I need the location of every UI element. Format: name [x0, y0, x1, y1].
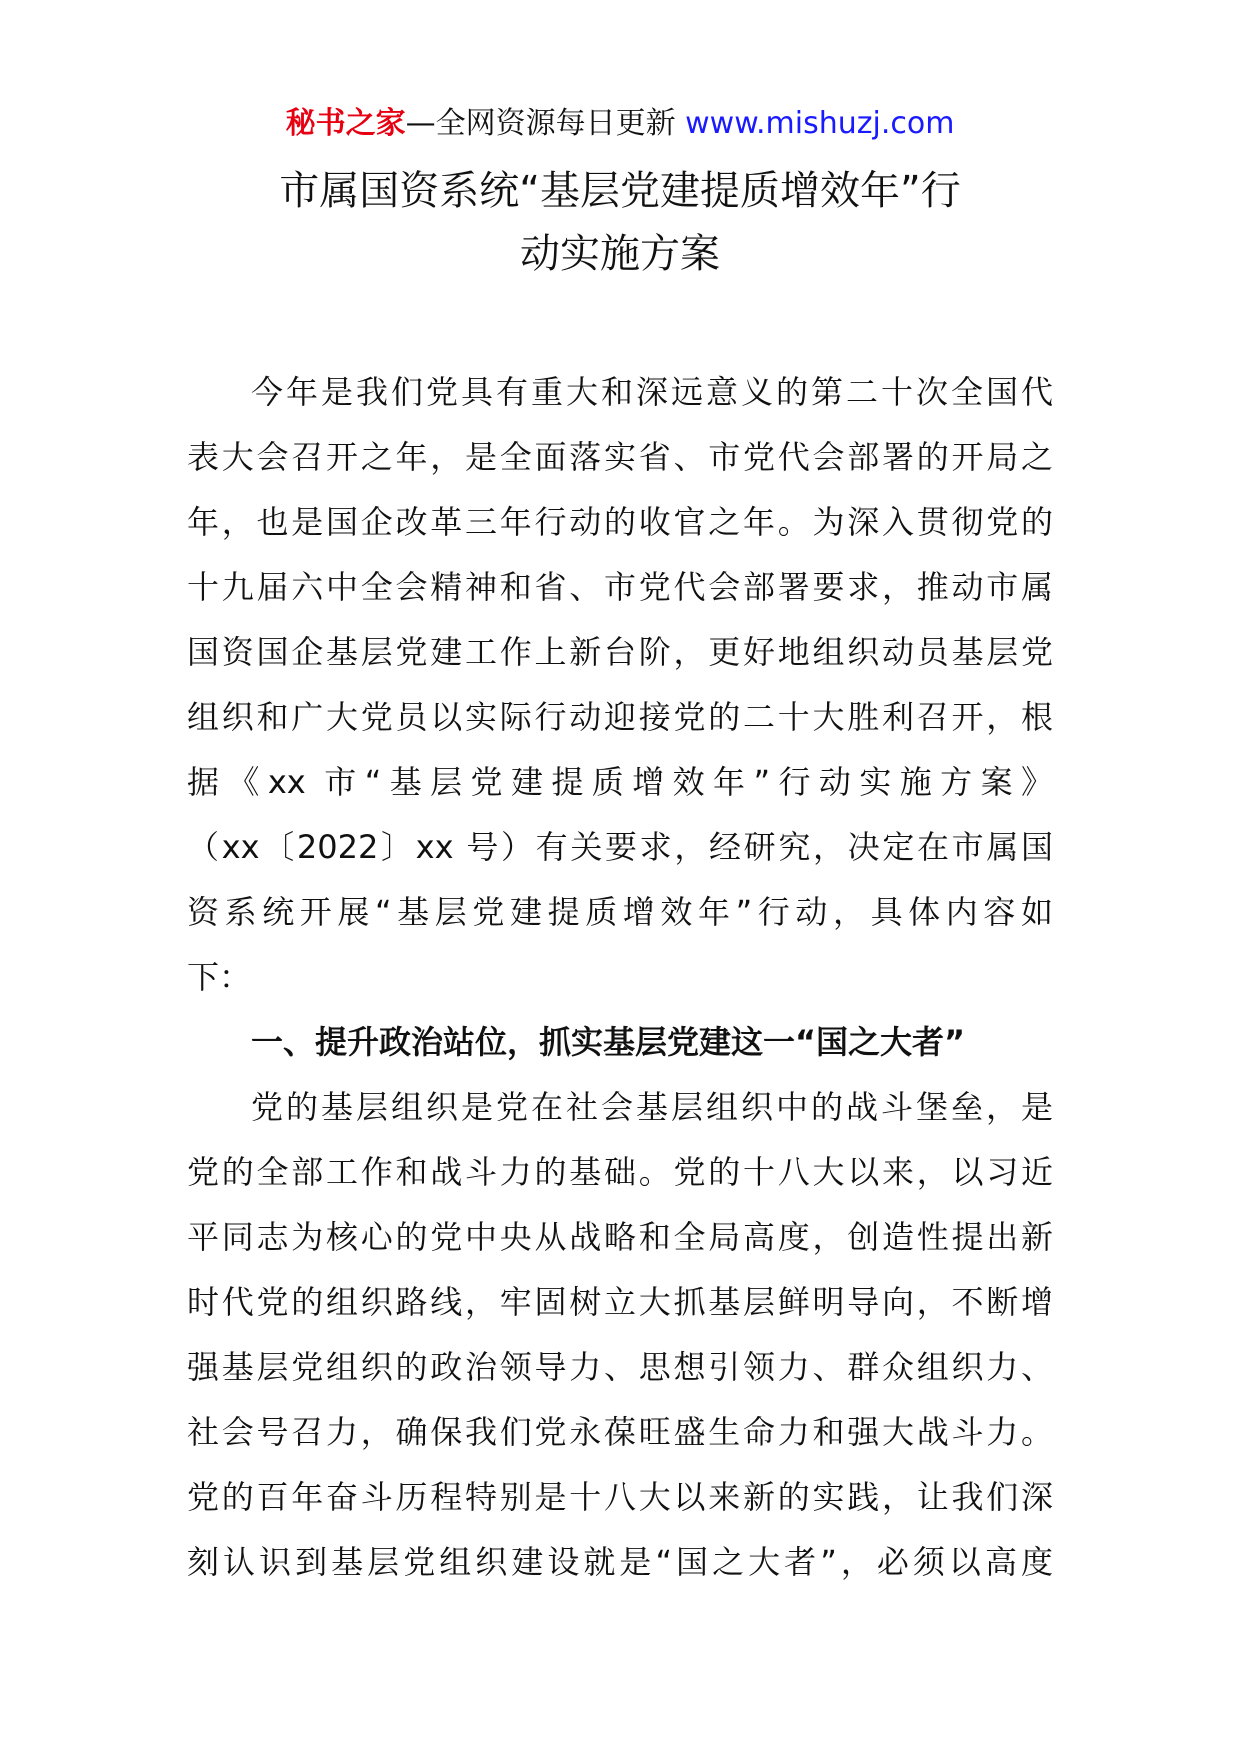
brand-name: 秘书之家	[285, 106, 406, 141]
paragraph-line: （xx〔2022〕xx 号）有关要求，经研究，决定在市属国	[187, 828, 1053, 866]
paragraph-line: 资系统开展“基层党建提质增效年”行动，具体内容如	[187, 893, 1053, 931]
title-line-1: 市属国资系统“基层党建提质增效年”行	[279, 168, 961, 214]
paragraph-line: 今年是我们党具有重大和深远意义的第二十次全国代	[251, 373, 1053, 411]
paragraph-line: 刻认识到基层党组织建设就是“国之大者”，必须以高度	[187, 1543, 1053, 1581]
paragraph-line: 据《xx 市“基层党建提质增效年”行动实施方案》	[187, 763, 1053, 801]
paragraph-line: 年，也是国企改革三年行动的收官之年。为深入贯彻党的	[187, 503, 1053, 541]
paragraph-line: 组织和广大党员以实际行动迎接党的二十大胜利召开，根	[187, 698, 1053, 736]
paragraph-line: 平同志为核心的党中央从战略和全局高度，创造性提出新	[187, 1218, 1053, 1256]
paragraph-line: 党的百年奋斗历程特别是十八大以来新的实践，让我们深	[187, 1478, 1053, 1516]
paragraph-line: 时代党的组织路线，牢固树立大抓基层鲜明导向，不断增	[187, 1283, 1053, 1321]
title-line-2: 动实施方案	[520, 231, 720, 277]
site-url-link[interactable]: www.mishuzj.com	[685, 106, 955, 141]
paragraph-line: 强基层党组织的政治领导力、思想引领力、群众组织力、	[187, 1348, 1053, 1386]
document-title	[150, 160, 1090, 286]
paragraph-line: 十九届六中全会精神和省、市党代会部署要求，推动市属	[187, 568, 1053, 606]
paragraph-line: 党的基层组织是党在社会基层组织中的战斗堡垒，是	[251, 1088, 1053, 1126]
watermark-header	[0, 104, 1240, 144]
section-heading: 一、提升政治站位，抓实基层党建这一“国之大者”	[251, 1023, 966, 1061]
paragraph-line: 表大会召开之年，是全面落实省、市党代会部署的开局之	[187, 438, 1053, 476]
paragraph-line: 社会号召力，确保我们党永葆旺盛生命力和强大战斗力。	[187, 1413, 1053, 1451]
paragraph-line: 党的全部工作和战斗力的基础。党的十八大以来，以习近	[187, 1153, 1053, 1191]
document-body	[187, 360, 1053, 1595]
paragraph-line: 下：	[187, 958, 252, 996]
header-tagline: —全网资源每日更新	[405, 106, 676, 141]
paragraph-line: 国资国企基层党建工作上新台阶，更好地组织动员基层党	[187, 633, 1053, 671]
